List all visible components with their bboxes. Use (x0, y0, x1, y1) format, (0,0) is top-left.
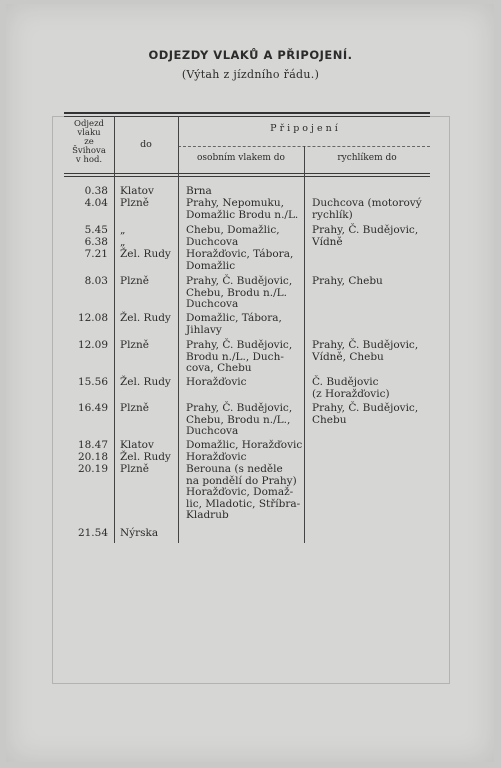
express-connection-line: rychlík) (312, 208, 353, 221)
page-subtitle: (Výtah z jízdního řádu.) (181, 68, 320, 81)
passenger-connection-line: na pondělí do Prahy) (186, 474, 297, 487)
destination-station: Klatov (120, 439, 154, 451)
passenger-connection-line: cova, Chebu (186, 362, 252, 374)
departure-time: 6.38 (84, 236, 108, 248)
destination-station: Plzně (120, 463, 149, 475)
departure-time: 20.19 (77, 463, 108, 475)
column-divider-3 (304, 146, 305, 543)
destination-station: Žel. Rudy (120, 451, 171, 463)
departure-time: 16.49 (77, 402, 108, 414)
departure-time: 21.54 (77, 527, 108, 539)
express-connection-line: Prahy, Č. Budějovic, (312, 339, 419, 351)
destination-station: Žel. Rudy (120, 248, 171, 260)
header-passenger: osobním vlakem do (197, 153, 285, 163)
header-departure-line: v hod. (75, 155, 103, 165)
passenger-connection-line: lic, Mladotic, Stříbra- (186, 497, 301, 510)
header-connections: P ř i p o j e n í (270, 123, 338, 134)
header-destination: do (140, 139, 152, 150)
destination-station: Plzně (120, 339, 149, 351)
express-connection-line: Duchcova (motorový (312, 197, 422, 209)
destination-station: Nýrska (120, 527, 159, 539)
passenger-connection-line: Domažlic, Tábora, (186, 312, 282, 324)
passenger-connection-line: Brodu n./L., Duch- (186, 350, 284, 363)
passenger-connection-line: Duchcova (186, 425, 239, 437)
departure-time: 8.03 (84, 275, 108, 287)
express-connection-line: Prahy, Chebu (312, 275, 383, 287)
passenger-connection-line: Chebu, Domažlic, (186, 224, 280, 236)
header-departure-line: ze (84, 137, 94, 147)
header-bottom-rule (64, 173, 430, 174)
departure-time: 20.18 (77, 451, 108, 463)
destination-station: „ (120, 236, 126, 248)
express-connection-line: (z Horažďovic) (312, 387, 390, 400)
departure-time: 18.47 (77, 439, 108, 451)
passenger-connection-line: Horažďovic, Tábora, (186, 248, 294, 260)
destination-station: Žel. Rudy (120, 312, 171, 324)
header-bottom-rule-thin (64, 176, 430, 177)
passenger-connection-line: Chebu, Brodu n./L. (186, 286, 287, 299)
departure-time: 12.09 (77, 339, 108, 351)
destination-station: Žel. Rudy (120, 376, 171, 388)
destination-station: Plzně (120, 275, 149, 287)
page-title: ODJEZDY VLAKŮ A PŘIPOJENÍ. (148, 48, 353, 62)
passenger-connection-line: Brna (186, 185, 212, 197)
header-departure-line: vlaku (77, 128, 101, 138)
destination-station: „ (120, 224, 126, 236)
passenger-connection-line: Duchcova (186, 298, 239, 310)
table-top-rule (64, 112, 430, 114)
passenger-connection-line: Kladrub (186, 509, 229, 521)
departure-time: 0.38 (84, 185, 108, 197)
destination-station: Plzně (120, 402, 149, 414)
express-connection-line: Prahy, Č. Budějovic, (312, 402, 419, 414)
header-departure-line: Švihova (72, 146, 106, 156)
express-connection-line: Prahy, Č. Budějovic, (312, 224, 419, 236)
passenger-connection-line: Domažlic Brodu n./L. (186, 208, 299, 221)
column-divider-1 (114, 116, 115, 543)
column-divider-2 (178, 116, 179, 543)
departure-time: 7.21 (84, 248, 108, 260)
passenger-connection-line: Jihlavy (186, 323, 222, 336)
passenger-connection-line: Horažďovic, Domaž- (186, 486, 294, 498)
express-connection-line: Vídně, Chebu (312, 350, 384, 363)
passenger-connection-line: Horažďovic (186, 376, 247, 388)
passenger-connection-line: Domažlic, Horažďovic (186, 439, 303, 451)
departure-time: 4.04 (84, 197, 108, 209)
passenger-connection-line: Domažlic (186, 259, 236, 272)
passenger-connection-line: Chebu, Brodu n./L., (186, 413, 291, 426)
passenger-connection-line: Horažďovic (186, 451, 247, 463)
express-connection-line: Č. Budějovic (312, 376, 379, 388)
passenger-connection-line: Prahy, Nepomuku, (186, 197, 284, 209)
header-departure-line: Odjezd (74, 119, 104, 129)
passenger-connection-line: Prahy, Č. Budějovic, (186, 339, 293, 351)
destination-station: Klatov (120, 185, 154, 197)
passenger-connection-line: Prahy, Č. Budějovic, (186, 275, 293, 287)
express-connection-line: Vídně (312, 235, 343, 248)
header-express: rychlíkem do (337, 153, 397, 163)
departure-time: 15.56 (77, 376, 108, 388)
passenger-connection-line: Berouna (s neděle (186, 463, 283, 475)
express-connection-line: Chebu (312, 413, 347, 426)
header-departure (64, 120, 114, 165)
passenger-connection-line: Duchcova (186, 236, 239, 248)
departure-time: 12.08 (77, 312, 108, 324)
table-top-rule-thin (64, 116, 430, 117)
destination-station: Plzně (120, 197, 149, 209)
passenger-connection-line: Prahy, Č. Budějovic, (186, 402, 293, 414)
departure-time: 5.45 (84, 224, 108, 236)
